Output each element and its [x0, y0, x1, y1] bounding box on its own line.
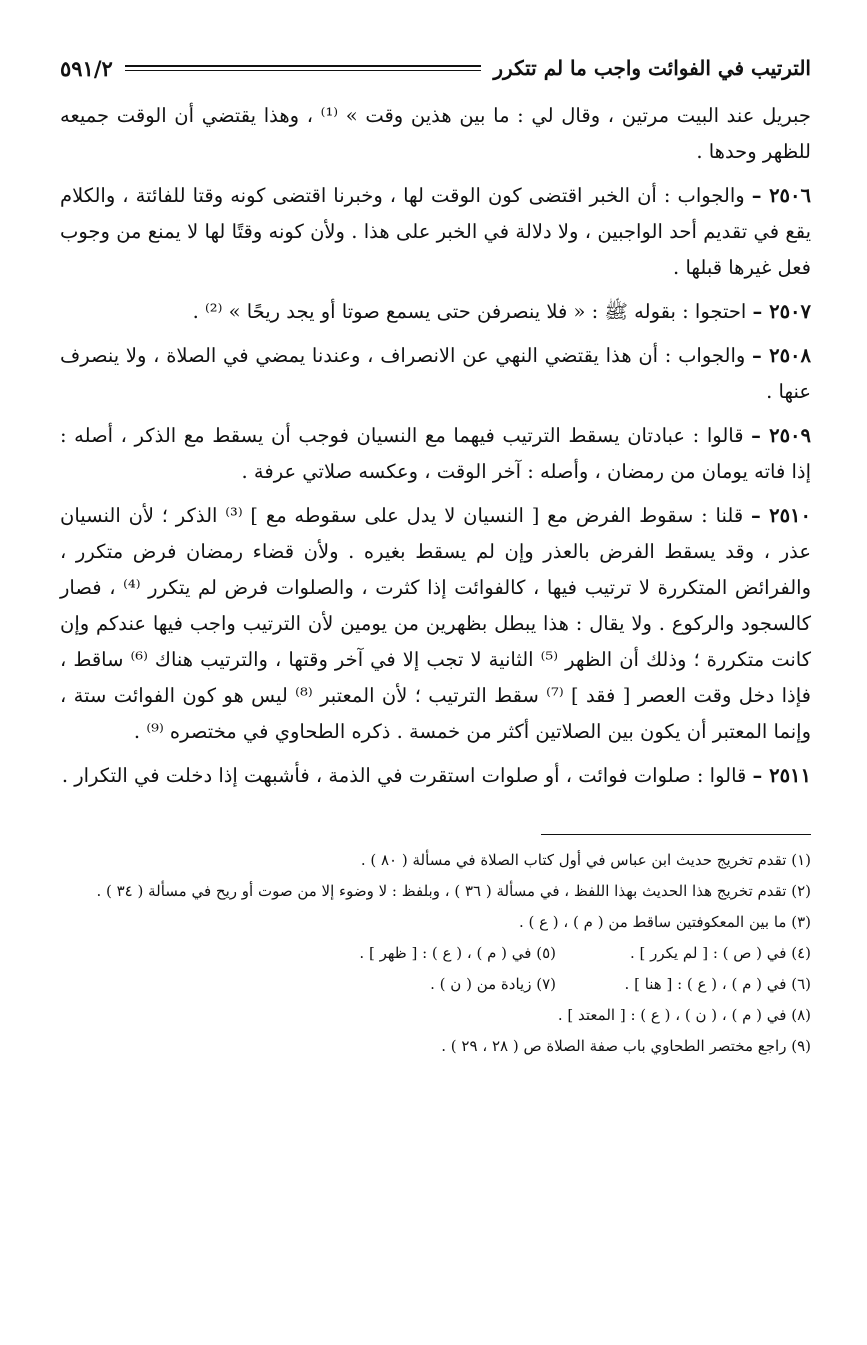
- header-title: الترتيب في الفوائت واجب ما لم تتكرر: [493, 56, 811, 80]
- footnotes: [60, 845, 811, 1062]
- paragraph-text: قالوا : صلوات فوائت ، أو صلوات استقرت في الذمة ، فأشبهت إذا دخلت في التكرار .: [61, 764, 747, 787]
- header-rule: [125, 65, 482, 71]
- footnote: (٢) تقدم تخريج هذا الحديث بهذا اللفظ ، في مسألة ( ٣٦ ) ، وبلفظ : لا وضوء إلا من صوت أو ريح في مسألة ( ٣٤ ) .: [96, 882, 811, 900]
- paragraph: [60, 98, 811, 170]
- paragraph: [60, 338, 811, 410]
- footnote: (٣) ما بين المعكوفتين ساقط من ( م ) ، ( ع ) .: [518, 913, 811, 931]
- page-number: ٥٩١/٢: [60, 55, 113, 81]
- paragraph: [60, 178, 811, 286]
- footnote: (٨) في ( م ) ، ( ن ) ، ( ع ) : [ المعتد ] .: [557, 1006, 811, 1024]
- footnote: (٤) في ( ص ) : [ لم يكرر ] .: [629, 944, 811, 962]
- issue-number: ٢٥٠٧ –: [752, 300, 811, 323]
- paragraph: [60, 758, 811, 794]
- paragraph-text: احتجوا : بقوله ﷺ : « فلا ينصرفن حتى يسمع صوتا أو يجد ريحًا » ⁽²⁾ .: [192, 300, 747, 323]
- footnote: (١) تقدم تخريج حديث ابن عباس في أول كتاب الصلاة في مسألة ( ٨٠ ) .: [360, 851, 811, 869]
- footnote-row: [60, 938, 811, 969]
- paragraph-text: والجواب : أن الخبر اقتضى كون الوقت لها ، وخبرنا اقتضى كونه وقتا للفائتة ، والكلام يقع في تقديم أحد الواجبين ، ولا دلالة في الخبر على هذا . ولأن كونه وقتًا لها لا يمنع من وجوب فعل غيرها قبلها .: [60, 184, 811, 279]
- footnote: (٩) راجع مختصر الطحاوي باب صفة الصلاة ص ( ٢٨ ، ٢٩ ) .: [441, 1037, 811, 1055]
- issue-number: ٢٥١٠ –: [750, 504, 811, 527]
- paragraph-text: قالوا : عبادتان يسقط الترتيب فيهما مع النسيان فوجب أن يسقط مع الذكر ، أصله : إذا فاته يومان من رمضان ، وأصله : آخر الوقت ، وعكسه صلاتي عرفة .: [60, 424, 811, 483]
- running-header: [60, 48, 811, 88]
- main-text: [60, 98, 811, 794]
- paragraph-text: جبريل عند البيت مرتين ، وقال لي : ما بين هذين وقت » ⁽¹⁾ ، وهذا يقتضي أن الوقت جميعه للظهر وحدها .: [60, 104, 811, 163]
- paragraph: [60, 418, 811, 490]
- footnote-row: [60, 969, 811, 1000]
- paragraph: [60, 498, 811, 750]
- paragraph: [60, 294, 811, 330]
- issue-number: ٢٥١١ –: [752, 764, 811, 787]
- footnote: (٥) في ( م ) ، ( ع ) : [ ظهر ] .: [359, 944, 556, 962]
- footnote-separator: [541, 834, 811, 835]
- paragraph-text: والجواب : أن هذا يقتضي النهي عن الانصراف ، وعندنا يمضي في الصلاة ، ولا ينصرف عنها .: [60, 344, 811, 403]
- issue-number: ٢٥٠٨ –: [752, 344, 812, 367]
- paragraph-text: قلنا : سقوط الفرض مع [ النسيان لا يدل على سقوطه مع ] ⁽³⁾ الذكر ؛ لأن النسيان عذر ، وقد يسقط الفرض بالعذر وإن لم يسقط بغيره . ولأن قضاء رمضان فرض متكرر ، والفرائض المتكررة لا ترتيب فيها ، كالفوائت إذا كثرت ، والصلوات فرض لم يتكرر ⁽⁴⁾ ، فصار كالسجود والركوع . ولا يقال : هذا يبطل بظهرين من يومين لأن الترتيب واجب فيها عندكم وإن كانت متكررة ؛ وذلك أن الظهر ⁽⁵⁾ الثانية لا تجب إلا في آخر وقتها ، والترتيب هناك ⁽⁶⁾ ساقط ، فإذا دخل وقت العصر [ فقد ] ⁽⁷⁾ سقط الترتيب ؛ لأن المعتبر ⁽⁸⁾ ليس هو كون الفوائت ستة ، وإنما المعتبر أن يكون بين الصلاتين أكثر من خمسة . ذكره الطحاوي في مختصره ⁽⁹⁾ .: [60, 504, 811, 743]
- footnote: (٦) في ( م ) ، ( ع ) : [ هنا ] .: [624, 975, 811, 993]
- footnote: (٧) زيادة من ( ن ) .: [430, 975, 556, 993]
- issue-number: ٢٥٠٦ –: [751, 184, 811, 207]
- issue-number: ٢٥٠٩ –: [751, 424, 812, 447]
